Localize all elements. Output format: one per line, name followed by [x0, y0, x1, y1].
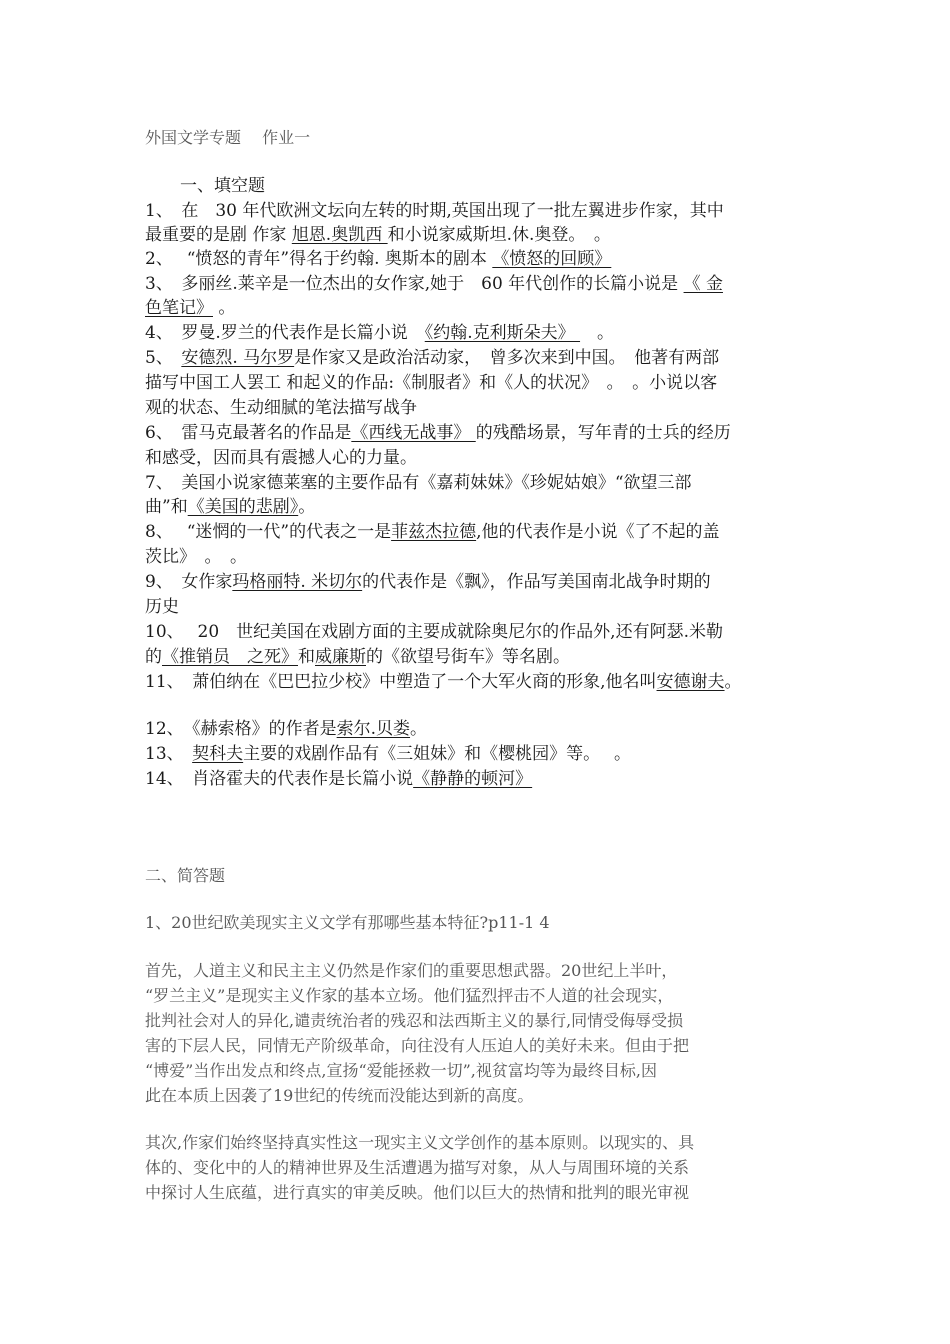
section-heading-fill-blanks: 一、填空题: [180, 176, 265, 196]
answer-paragraph-1-line-2: “罗兰主义”是现实主义作家的基本立场。他们猛烈抨击不人道的社会现实，: [145, 986, 674, 1005]
question-3-line-2: 色笔记》 。: [145, 298, 236, 318]
answer-paragraph-1-line-4: 害的下层人民，同情无产阶级革命，向往没有人压迫人的美好未来。但由于把: [145, 1036, 690, 1055]
question-7-line-2: 曲”和《美国的悲剧》。: [145, 497, 316, 517]
answer-paragraph-1-line-6: 此在本质上因袭了19世纪的传统而没能达到新的高度。: [145, 1086, 534, 1105]
answer-2: 《愤怒的回顾》: [492, 249, 612, 269]
doc-title: 外国文学专题 作业一: [145, 128, 311, 147]
question-8-line-2: 茨比》 。 。: [145, 547, 247, 567]
answer-11: 安德谢夫: [656, 672, 725, 692]
answer-paragraph-1-line-3: 批判社会对人的异化,谴责统治者的残忍和法西斯主义的暴行,同情受侮辱受损: [145, 1011, 684, 1030]
answer-paragraph-2-line-3: 中探讨人生底蕴，进行真实的审美反映。他们以巨大的热情和批判的眼光审视: [145, 1183, 690, 1202]
answer-4: 《约翰.克利斯朵夫》: [424, 323, 581, 343]
answer-14: 《静静的顿河》: [413, 769, 533, 789]
question-13: 13、 契科夫主要的戏剧作品有《三姐妹》和《樱桃园》等。 。: [145, 744, 632, 764]
section-heading-short-answer: 二、简答题: [145, 866, 226, 885]
question-6-line-1: 6、 雷马克最著名的作品是《西线无战事》 的残酷场景，写年青的士兵的经历: [145, 423, 731, 443]
answer-7: 《美国的悲剧》: [187, 497, 299, 517]
question-1-line-1: 1、 在 30 年代欧洲文坛向左转的时期,英国出现了一批左翼进步作家，其中: [145, 201, 724, 221]
question-10-line-1: 10、 20 世纪美国在戏剧方面的主要成就除奥尼尔的作品外,还有阿瑟.米勒: [145, 622, 723, 642]
answer-10-part-1: 《推销员 之死》: [162, 647, 298, 667]
question-5-line-3: 观的状态、生动细腻的笔法描写战争: [145, 398, 417, 418]
question-5-line-1: 5、 安德烈. 马尔罗是作家又是政治活动家， 曾多次来到中国。 他著有两部: [145, 348, 720, 368]
answer-12: 索尔.贝娄: [336, 719, 411, 739]
question-14: 14、 肖洛霍夫的代表作是长篇小说《静静的顿河》: [145, 769, 533, 789]
question-9-line-1: 9、 女作家玛格丽特. 米切尔的代表作是《飘》，作品写美国南北战争时期的: [145, 572, 711, 592]
answer-13: 契科夫: [192, 744, 244, 764]
answer-paragraph-2-line-2: 体的、变化中的人的精神世界及生活遭遇为描写对象，从人与周围环境的关系: [145, 1158, 690, 1177]
question-8-line-1: 8、 “迷惘的一代”的代表之一是菲兹杰拉德,他的代表作是小说《了不起的盖: [145, 522, 720, 542]
answer-paragraph-2-line-1: 其次,作家们始终坚持真实性这一现实主义文学创作的基本原则。以现实的、具: [145, 1133, 695, 1152]
question-4: 4、 罗曼.罗兰的代表作是长篇小说 《约翰.克利斯朵夫》 。: [145, 323, 615, 343]
answer-6: 《西线无战事》: [351, 423, 476, 443]
answer-3-part-1: 《 金: [683, 274, 723, 294]
answer-8: 菲兹杰拉德: [391, 522, 477, 542]
answer-1: 旭恩.奥凯西: [291, 225, 388, 245]
question-11: 11、 萧伯纳在《巴巴拉少校》中塑造了一个大军火商的形象,他名叫安德谢夫。: [145, 672, 742, 692]
question-7-line-1: 7、 美国小说家德莱塞的主要作品有《嘉莉妹妹》《珍妮姑娘》“欲望三部: [145, 473, 692, 493]
question-10-line-2: 的《推销员 之死》和威廉斯的《欲望号街车》等名剧。: [145, 647, 570, 667]
question-5-line-2: 描写中国工人罢工 和起义的作品:《制服者》和《人的状况》 。 。小说以客: [145, 373, 718, 393]
question-6-line-2: 和感受，因而具有震撼人心的力量。: [145, 448, 417, 468]
question-9-line-2: 历史: [145, 597, 179, 617]
answer-10-part-2: 威廉斯: [315, 647, 366, 667]
question-12: 12、 《赫索格》的作者是索尔.贝娄。: [145, 719, 428, 739]
question-2: 2、 “愤怒的青年”得名于约翰. 奥斯本的剧本 《愤怒的回顾》: [145, 249, 612, 269]
short-answer-question-1: 1、20世纪欧美现实主义文学有那哪些基本特征?p11-1 4: [145, 913, 550, 932]
question-1-line-2: 最重要的是剧 作家 旭恩.奥凯西 和小说家威斯坦.休.奥登。 。: [145, 225, 611, 245]
answer-paragraph-1-line-5: “博爱”当作出发点和终点,宣扬“爱能拯救一切”,视贫富均等为最终目标,因: [145, 1061, 657, 1080]
answer-5: 安德烈. 马尔罗: [181, 348, 295, 368]
answer-3-part-2: 色笔记》: [145, 298, 213, 318]
question-3-line-1: 3、 多丽丝.莱辛是一位杰出的女作家,她于 60 年代创作的长篇小说是 《 金: [145, 274, 723, 294]
answer-9: 玛格丽特. 米切尔: [232, 572, 363, 592]
answer-paragraph-1-line-1: 首先，人道主义和民主主义仍然是作家们的重要思想武器。20世纪上半叶，: [145, 961, 678, 980]
